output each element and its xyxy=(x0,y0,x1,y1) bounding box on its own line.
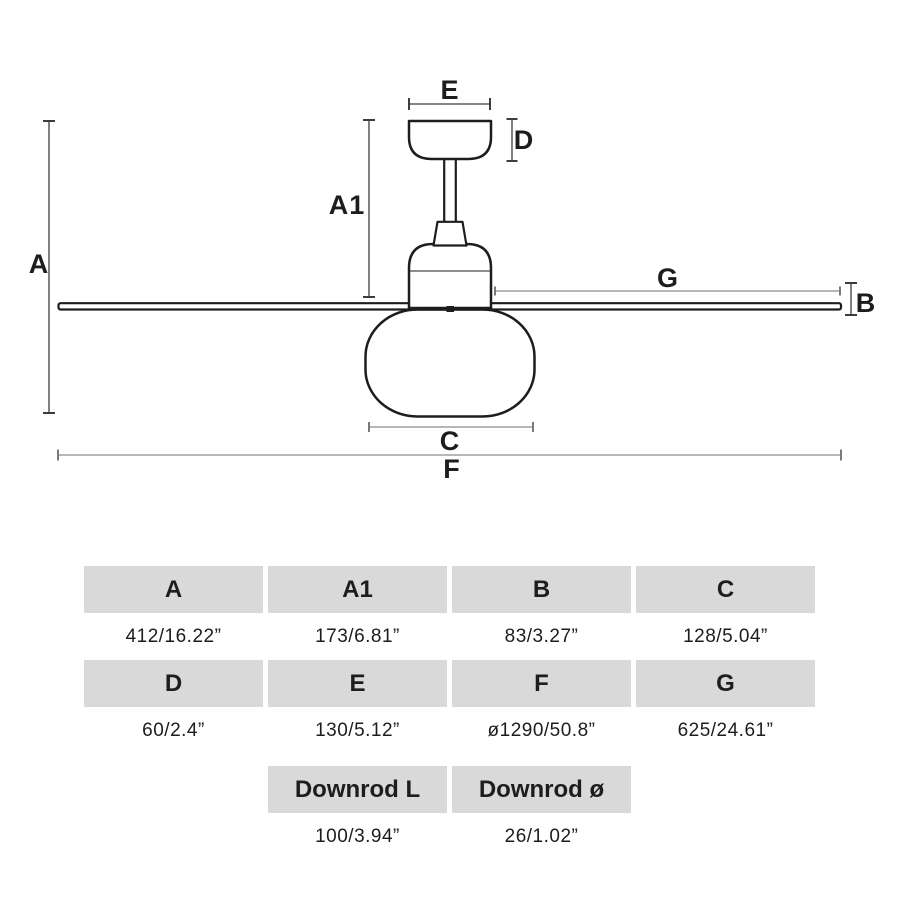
dimension-table-main xyxy=(84,566,815,754)
header-cell-g: G xyxy=(636,660,815,707)
header-cell-f: F xyxy=(452,660,631,707)
header-cell-a: A xyxy=(84,566,263,613)
header-cell-b: B xyxy=(452,566,631,613)
value-cell-e: 130/5.12” xyxy=(268,707,447,754)
dim-a-label: A xyxy=(28,249,50,279)
motor-housing-outline xyxy=(409,244,491,308)
value-cell-g: 625/24.61” xyxy=(636,707,815,754)
downrod-outline xyxy=(444,158,456,223)
header-cell-e: E xyxy=(268,660,447,707)
value-cell-downrod-diameter: 26/1.02” xyxy=(452,813,631,860)
header-cell-c: C xyxy=(636,566,815,613)
header-cell-downrod-diameter: Downrod ø xyxy=(452,766,631,813)
value-cell-a: 412/16.22” xyxy=(84,613,263,660)
dim-b-label: B xyxy=(855,288,877,318)
value-cell-f: ø1290/50.8” xyxy=(452,707,631,754)
value-cell-a1: 173/6.81” xyxy=(268,613,447,660)
dim-g-label: G xyxy=(656,263,680,293)
value-cell-b: 83/3.27” xyxy=(452,613,631,660)
dimension-table xyxy=(84,566,815,860)
globe-fitter-stem xyxy=(447,306,455,312)
value-cell-downrod-l: 100/3.94” xyxy=(268,813,447,860)
header-cell-a1: A1 xyxy=(268,566,447,613)
dim-f-label: F xyxy=(443,454,461,484)
dim-a1-label: A1 xyxy=(328,190,366,220)
ceiling-canopy-outline xyxy=(409,121,491,159)
header-cell-d: D xyxy=(84,660,263,707)
dim-e-label: E xyxy=(440,75,460,105)
dimension-table-downrod xyxy=(268,766,631,860)
downrod-coupling-outline xyxy=(434,222,467,246)
glass-globe-outline xyxy=(366,310,535,417)
dim-d-label: D xyxy=(513,125,535,155)
value-cell-d: 60/2.4” xyxy=(84,707,263,754)
dim-c-label: C xyxy=(439,426,461,456)
header-cell-downrod-l: Downrod L xyxy=(268,766,447,813)
value-cell-c: 128/5.04” xyxy=(636,613,815,660)
